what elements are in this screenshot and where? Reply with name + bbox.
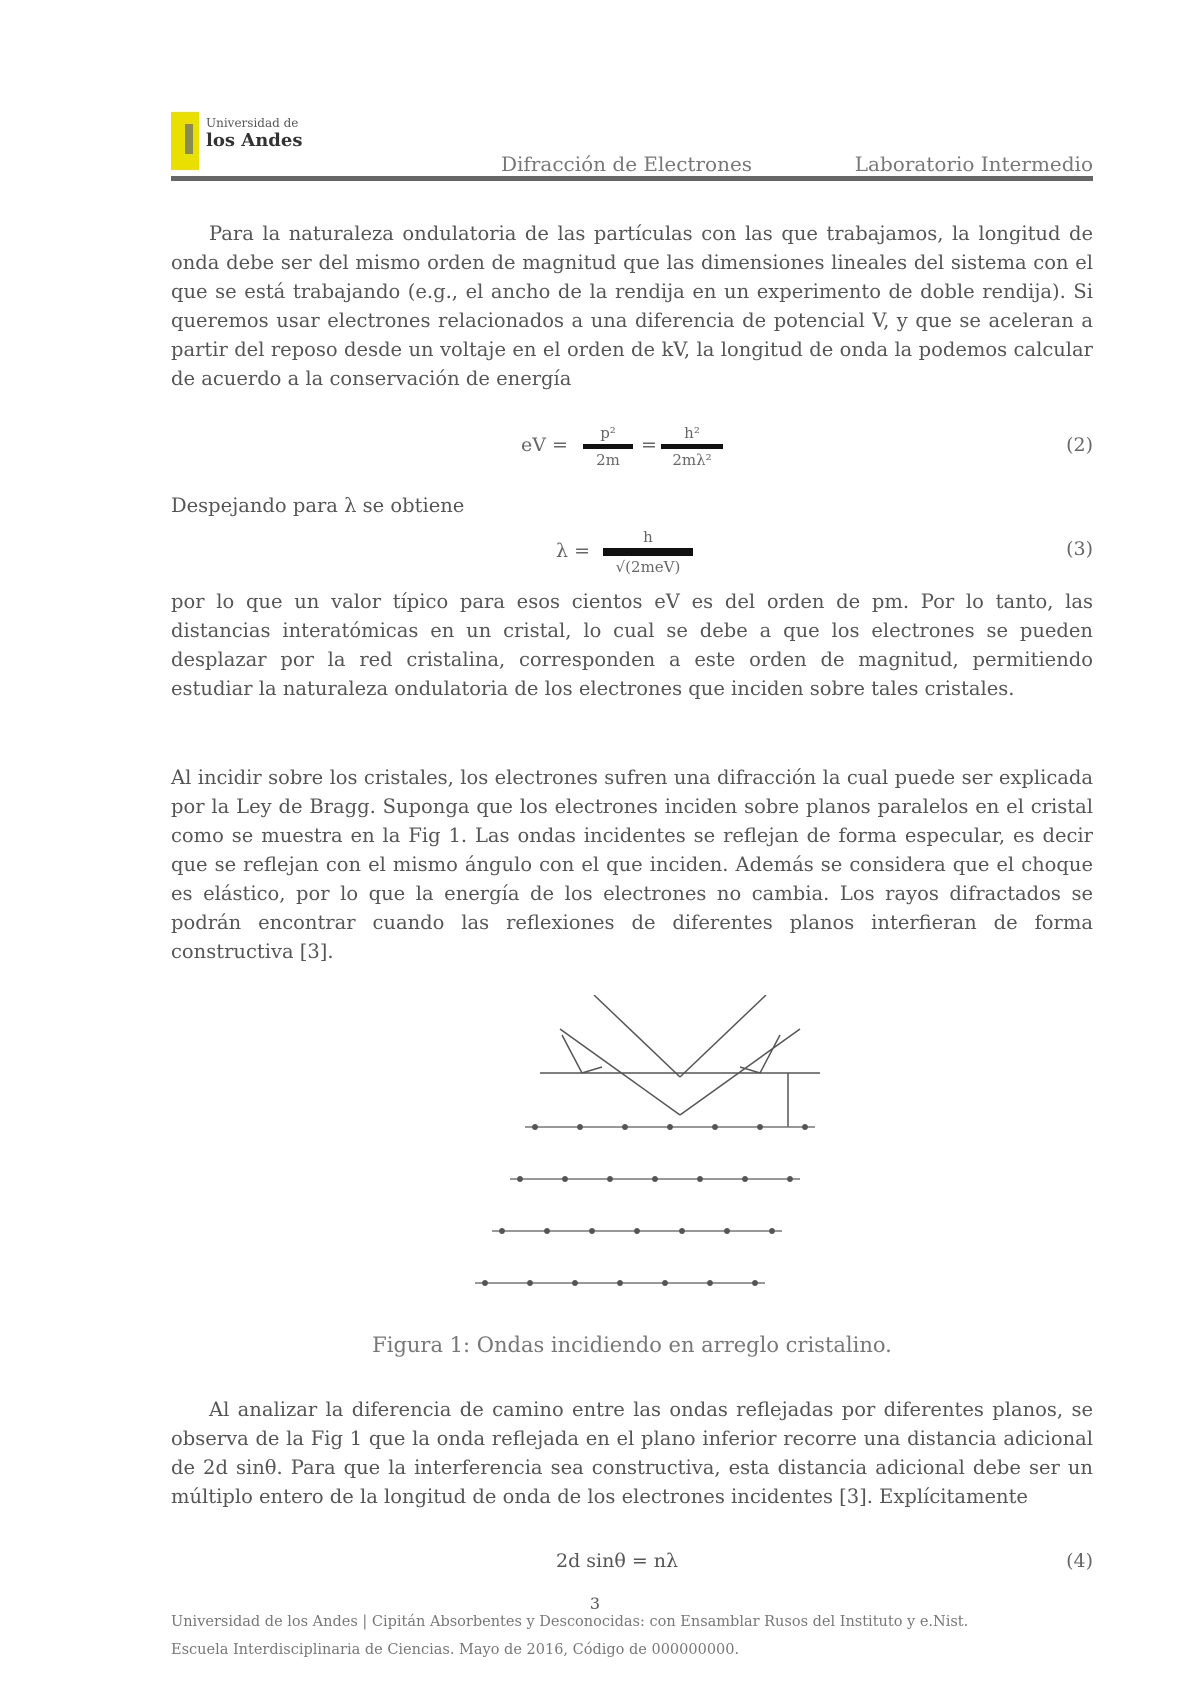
footnote-2: Escuela Interdisciplinaria de Ciencias. Mayo de 2016, Código de 000000000. bbox=[171, 1642, 740, 1658]
atom bbox=[617, 1280, 623, 1286]
atom bbox=[572, 1280, 578, 1286]
atom bbox=[577, 1124, 583, 1130]
atom bbox=[634, 1228, 640, 1234]
atom bbox=[757, 1124, 763, 1130]
fraction-bar bbox=[603, 548, 693, 556]
header-title: Difracción de Electrones bbox=[501, 152, 753, 176]
equation-number: (4) bbox=[1066, 1550, 1093, 1572]
paragraph-2: Despejando para λ se obtiene bbox=[171, 494, 465, 517]
incident-ray-2 bbox=[560, 1029, 680, 1115]
atom bbox=[607, 1176, 613, 1182]
eq2-lhs: λ = bbox=[556, 540, 591, 562]
paragraph-1: Para la naturaleza ondulatoria de las partículas con las que trabajamos, la longitud de onda debe ser del mismo orden de magnitud que las dimensiones lineales del sistema con el que se está trabajando (e.g., el ancho de la rendija en un experimento de doble rendija). Si queremos usar electrones relacionados a una diferencia de potencial V, y que se aceleran a partir del reposo desde un voltaje en el orden de kV, la longitud de onda la podemos calcular de acuerdo a la conservación de energía bbox=[171, 222, 1093, 390]
equation-4 bbox=[171, 1540, 1093, 1590]
atom bbox=[562, 1176, 568, 1182]
atom bbox=[532, 1124, 538, 1130]
page-header bbox=[171, 112, 1093, 182]
atom bbox=[499, 1228, 505, 1234]
eq2-denominator: √(2meV) bbox=[615, 558, 681, 576]
logo-line-1: Universidad de bbox=[206, 116, 299, 130]
eq1-equals: = bbox=[641, 434, 657, 456]
atom bbox=[742, 1176, 748, 1182]
atom bbox=[544, 1228, 550, 1234]
atom bbox=[652, 1176, 658, 1182]
fraction-bar bbox=[583, 444, 633, 449]
atom bbox=[697, 1176, 703, 1182]
bragg-diagram bbox=[470, 995, 840, 1305]
atom bbox=[707, 1280, 713, 1286]
atom bbox=[589, 1228, 595, 1234]
page-number: 3 bbox=[589, 1594, 601, 1613]
figure-caption: Figura 1: Ondas incidiendo en arreglo cristalino. bbox=[372, 1333, 892, 1357]
incident-ray-1 bbox=[594, 995, 680, 1077]
eq1-numerator-2: h² bbox=[684, 424, 700, 442]
crystal-lattice bbox=[475, 1124, 815, 1286]
eq1-lhs: eV = bbox=[521, 434, 568, 456]
reflected-ray-2 bbox=[680, 1029, 800, 1115]
atom bbox=[662, 1280, 668, 1286]
atom bbox=[679, 1228, 685, 1234]
eq1-numerator-1: p² bbox=[600, 424, 616, 442]
atom bbox=[667, 1124, 673, 1130]
paragraph-5: Al analizar la diferencia de camino entre las ondas reflejadas por diferentes planos, se observa de la Fig 1 que la onda reflejada en el plano inferior recorre una distancia adicional de 2d sinθ. Para que la interferencia sea constructiva, esta distancia adicional debe ser un múltiplo entero de la longitud de onda de los electrones incidentes [3]. Explícitamente bbox=[171, 1398, 1093, 1508]
atom bbox=[787, 1176, 793, 1182]
eq1-denominator-2: 2mλ² bbox=[672, 451, 712, 469]
eq2-fraction bbox=[603, 528, 693, 576]
eq3-body: 2d sinθ = nλ bbox=[556, 1550, 679, 1572]
atom bbox=[527, 1280, 533, 1286]
eq1-fraction-1 bbox=[583, 424, 633, 469]
equation-2 bbox=[171, 424, 1093, 474]
atom bbox=[622, 1124, 628, 1130]
atom bbox=[802, 1124, 808, 1130]
atom bbox=[712, 1124, 718, 1130]
atom bbox=[769, 1228, 775, 1234]
equation-3 bbox=[171, 528, 1093, 576]
reflected-ray-1 bbox=[680, 995, 766, 1077]
paragraph-3: por lo que un valor típico para esos cientos eV es del orden de pm. Por lo tanto, las distancias interatómicas en un cristal, lo cual se debe a que los electrones se pueden desplazar por la red cristalina, corresponden a este orden de magnitud, permitiendo estudiar la naturaleza ondulatoria de los electrones que inciden sobre tales cristales. bbox=[171, 590, 1093, 700]
university-name bbox=[206, 116, 302, 152]
atom bbox=[517, 1176, 523, 1182]
footnote-1: Universidad de los Andes | Cipitán Absorbentes y Desconocidas: con Ensamblar Rusos del Instituto y e.Nist. bbox=[171, 1614, 969, 1630]
fraction-bar bbox=[661, 444, 723, 449]
paragraph-4: Al incidir sobre los cristales, los electrones sufren una difracción la cual puede ser explicada por la Ley de Bragg. Suponga que los electrones inciden sobre planos paralelos en el cristal como se muestra en la Fig 1. Las ondas incidentes se reflejan de forma especular, es decir que se reflejan con el mismo ángulo con el que inciden. Además se considera que el choque es elástico, por lo que la energía de los electrones no cambia. Los rayos difractados se podrán encontrar cuando las reflexiones de diferentes planos interfieran de forma constructiva [3]. bbox=[171, 766, 1093, 963]
atom bbox=[482, 1280, 488, 1286]
eq1-fraction-2 bbox=[661, 424, 723, 469]
header-rule bbox=[171, 176, 1093, 181]
eq1-denominator-1: 2m bbox=[596, 451, 620, 469]
atom bbox=[752, 1280, 758, 1286]
university-logo bbox=[171, 112, 199, 170]
logo-line-2: los Andes bbox=[206, 130, 303, 151]
equation-number: (3) bbox=[1066, 538, 1093, 560]
header-course: Laboratorio Intermedio bbox=[854, 152, 1093, 176]
eq2-numerator: h bbox=[643, 528, 653, 546]
equation-number: (2) bbox=[1066, 434, 1093, 456]
atom bbox=[724, 1228, 730, 1234]
